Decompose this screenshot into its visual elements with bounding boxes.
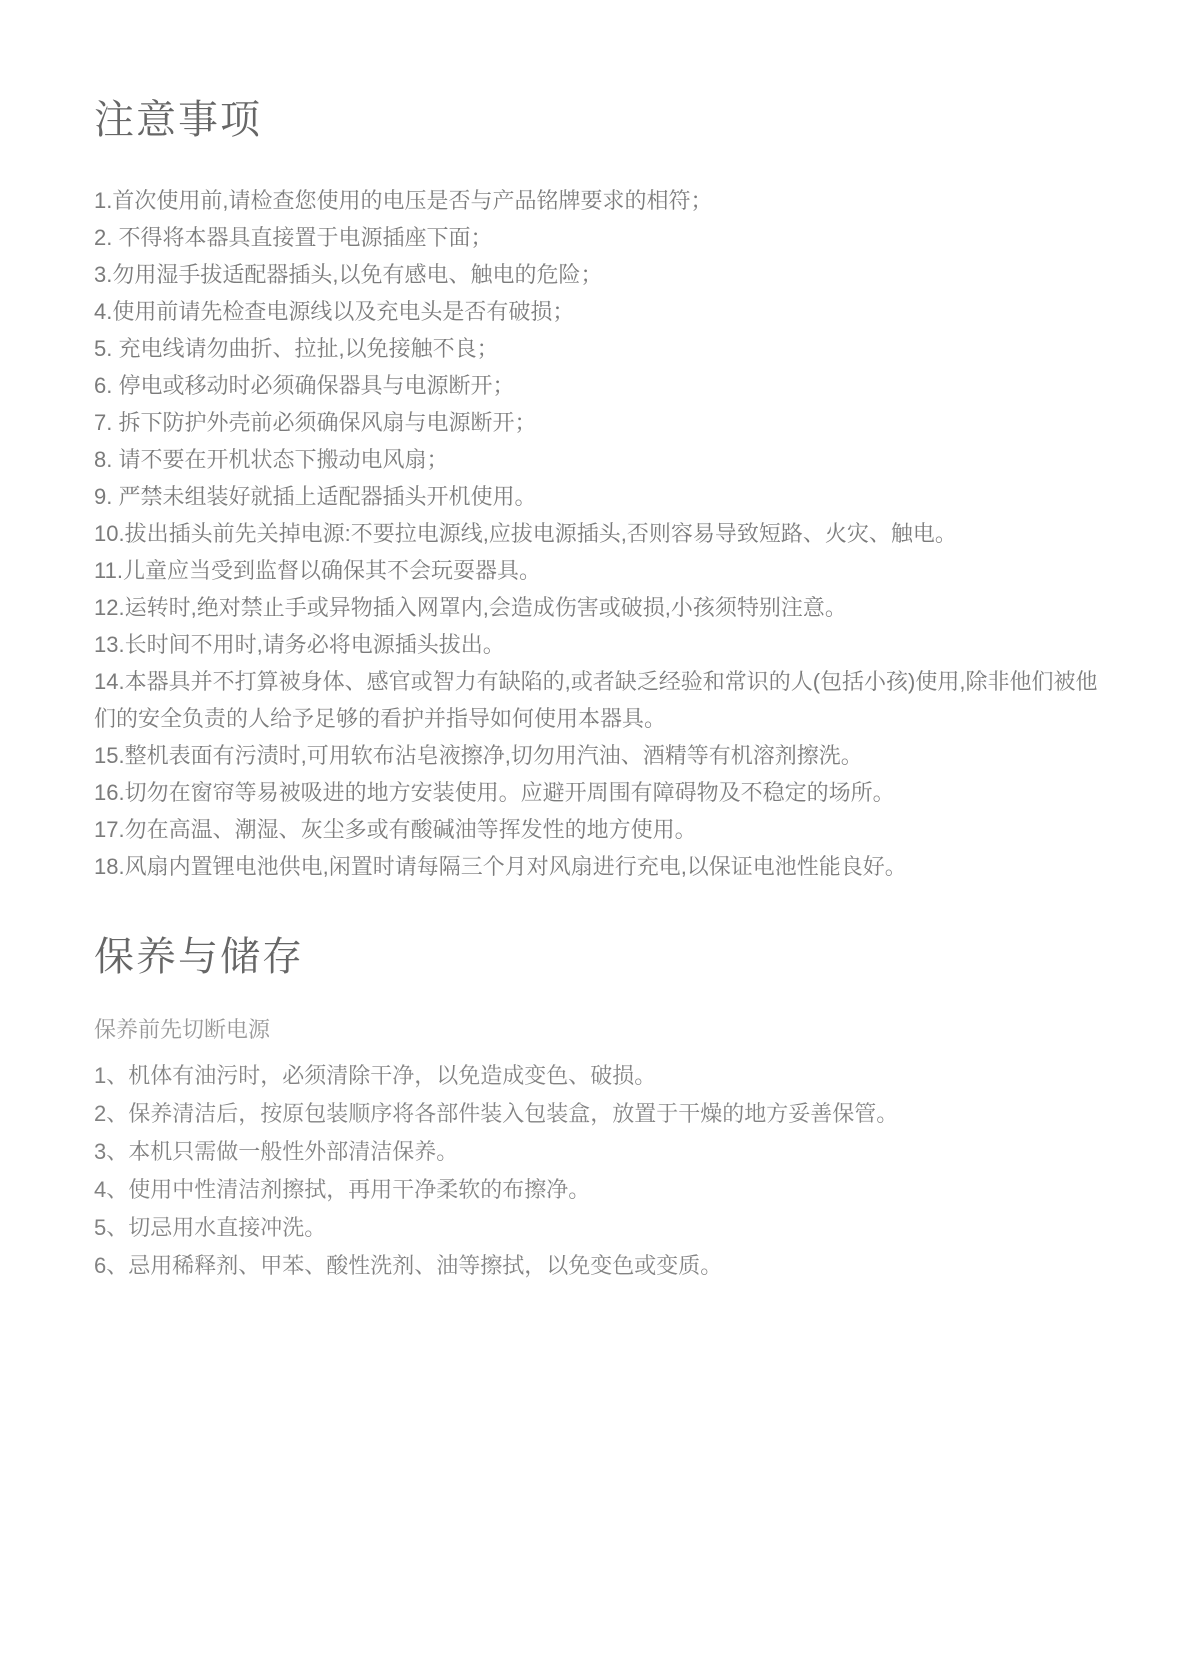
list-item: 18.风扇内置锂电池供电,闲置时请每隔三个月对风扇进行充电,以保证电池性能良好。	[94, 854, 907, 879]
list-item: 10.拔出插头前先关掉电源:不要拉电源线,应拔电源插头,否则容易导致短路、火灾、触电。	[94, 521, 957, 546]
list-item: 12.运转时,绝对禁止手或异物插入网罩内,会造成伤害或破损,小孩须特别注意。	[94, 595, 847, 620]
precautions-list	[94, 182, 1109, 885]
list-item: 17.勿在高温、潮湿、灰尘多或有酸碱油等挥发性的地方使用。	[94, 817, 697, 842]
list-item: 11.儿童应当受到监督以确保其不会玩耍器具。	[94, 558, 541, 583]
list-item: 2. 不得将本器具直接置于电源插座下面；	[94, 225, 493, 250]
list-item: 5. 充电线请勿曲折、拉扯,以免接触不良；	[94, 336, 499, 361]
list-item: 5、切忌用水直接冲洗。	[94, 1215, 327, 1240]
maintenance-section	[94, 933, 1120, 1285]
list-item: 13.长时间不用时,请务必将电源插头拔出。	[94, 632, 505, 657]
list-item: 8. 请不要在开机状态下搬动电风扇；	[94, 447, 449, 472]
list-item: 2、保养清洁后，按原包装顺序将各部件装入包装盒，放置于干燥的地方妥善保管。	[94, 1101, 899, 1126]
precautions-section	[94, 96, 1120, 885]
maintenance-title: 保养与储存	[94, 935, 304, 979]
list-item: 6. 停电或移动时必须确保器具与电源断开；	[94, 373, 515, 398]
list-item: 3.勿用湿手拔适配器插头,以免有感电、触电的危险；	[94, 262, 603, 287]
list-item: 7. 拆下防护外壳前必须确保风扇与电源断开；	[94, 410, 537, 435]
list-item: 1.首次使用前,请检查您使用的电压是否与产品铭牌要求的相符；	[94, 188, 713, 213]
list-item: 16.切勿在窗帘等易被吸进的地方安装使用。应避开周围有障碍物及不稳定的场所。	[94, 780, 895, 805]
list-item: 3、本机只需做一般性外部清洁保养。	[94, 1139, 459, 1164]
list-item: 15.整机表面有污渍时,可用软布沾皂液擦净,切勿用汽油、酒精等有机溶剂擦洗。	[94, 743, 863, 768]
maintenance-list	[94, 1057, 1109, 1285]
precautions-title: 注意事项	[94, 98, 262, 142]
list-item: 9. 严禁未组装好就插上适配器插头开机使用。	[94, 484, 537, 509]
list-item: 4、使用中性清洁剂擦拭，再用干净柔软的布擦净。	[94, 1177, 591, 1202]
list-item: 6、忌用稀释剂、甲苯、酸性洗剂、油等擦拭，以免变色或变质。	[94, 1253, 723, 1278]
list-item: 14.本器具并不打算被身体、感官或智力有缺陷的,或者缺乏经验和常识的人(包括小孩)使用,除非他们被他们的安全负责的人给予足够的看护并指导如何使用本器具。	[94, 669, 1098, 731]
list-item: 1、机体有油污时，必须清除干净，以免造成变色、破损。	[94, 1063, 657, 1088]
maintenance-intro: 保养前先切断电源	[94, 1017, 271, 1042]
list-item: 4.使用前请先检查电源线以及充电头是否有破损；	[94, 299, 575, 324]
